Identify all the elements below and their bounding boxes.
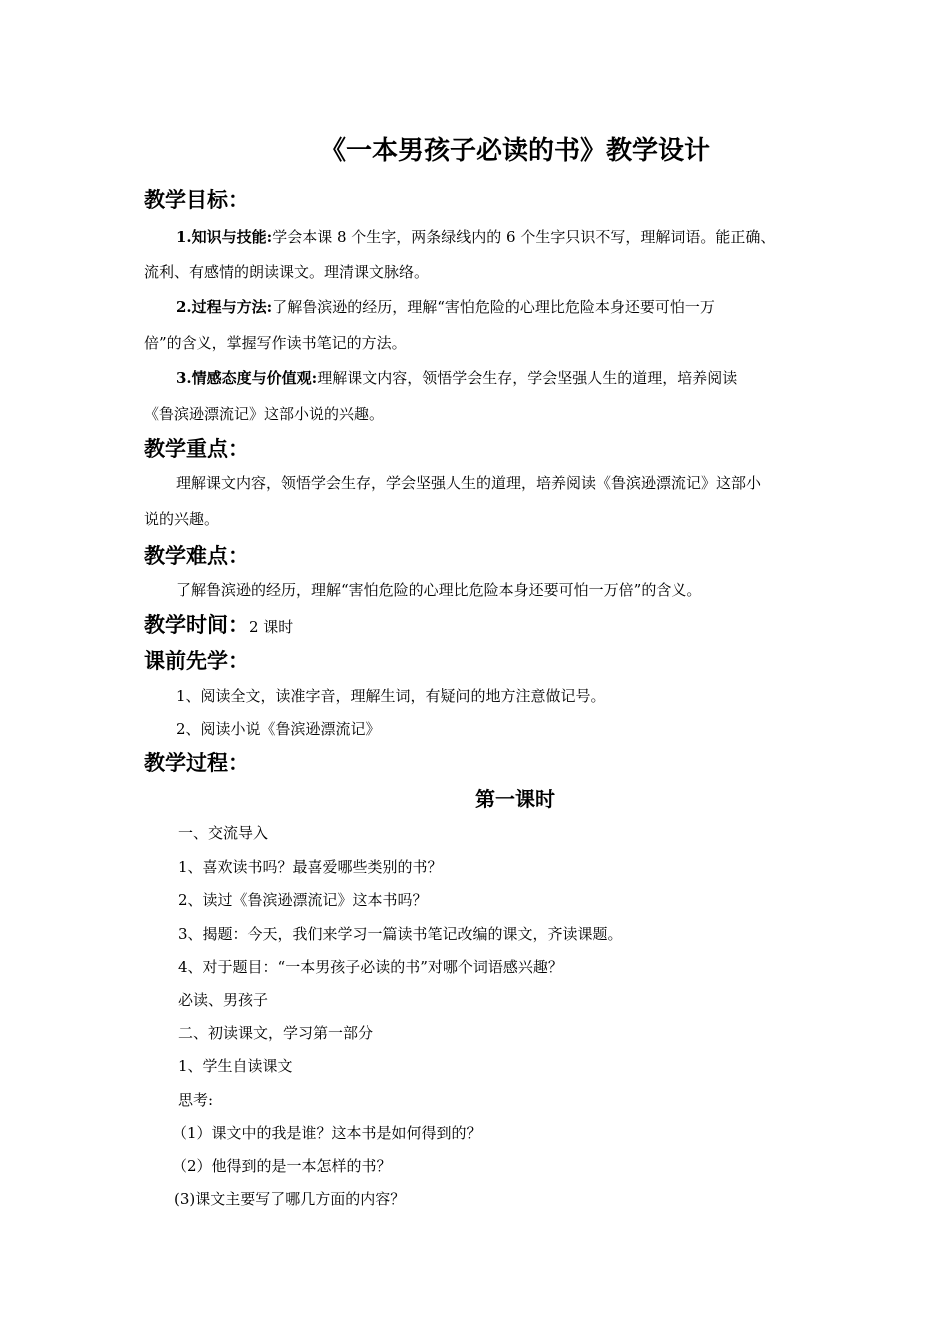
process-line: 1、喜欢读书吗？最喜爱哪些类别的书？ (178, 858, 443, 876)
process-line: 必读、男孩子 (178, 991, 269, 1009)
process-line: 1、学生自读课文 (178, 1057, 293, 1075)
goal-item-1 (176, 226, 775, 248)
process-line: 2、读过《鲁滨逊漂流记》这本书吗？ (178, 891, 428, 909)
difficulties-text: 了解鲁滨逊的经历，理解“害怕危险的心理比危险本身还要可怕一万倍”的含义。 (176, 581, 702, 599)
goal-item-3-label: 3.情感态度与价值观: (176, 369, 318, 387)
prestudy-heading: 课前先学： (144, 649, 249, 673)
process-line: (3)课文主要写了哪几方面的内容？ (174, 1190, 406, 1208)
key-points-text: 理解课文内容，领悟学会生存，学会坚强人生的道理，培养阅读《鲁滨逊漂流记》这部小 (176, 474, 762, 492)
process-line: （1）课文中的我是谁？这本书是如何得到的？ (172, 1124, 482, 1142)
process-line: 3、揭题：今天，我们来学习一篇读书笔记改编的课文，齐读课题。 (178, 925, 623, 943)
process-line: 4、对于题目：“一本男孩子必读的书”对哪个词语感兴趣？ (178, 958, 563, 976)
lesson-title: 第一课时 (475, 787, 555, 811)
prestudy-item: 2、阅读小说《鲁滨逊漂流记》 (176, 720, 381, 738)
goal-item-3-cont: 《鲁滨逊漂流记》这部小说的兴趣。 (144, 405, 385, 423)
goal-item-2-text-a: 了解鲁滨逊的经历，理解“害怕危险的心理比危险本身还要可怕一万 (272, 298, 715, 316)
goal-item-2-label: 2.过程与方法: (176, 298, 273, 316)
key-points-text-cont: 说的兴趣。 (144, 510, 220, 528)
key-points-heading: 教学重点： (144, 437, 249, 461)
difficulties-heading: 教学难点： (144, 544, 249, 568)
goal-item-1-label: 1.知识与技能: (176, 228, 273, 246)
goal-item-2-cont: 倍”的含义，掌握写作读书笔记的方法。 (144, 334, 407, 352)
goals-heading: 教学目标： (144, 188, 249, 212)
process-line: （2）他得到的是一本怎样的书？ (172, 1157, 392, 1175)
process-line: 一、交流导入 (178, 824, 269, 842)
process-line: 二、初读课文，学习第一部分 (178, 1024, 374, 1042)
time-heading-label: 教学时间： (144, 613, 249, 637)
goal-item-2 (176, 296, 715, 318)
goal-item-1-cont: 流利、有感情的朗读课文。理清课文脉络。 (144, 263, 430, 281)
goal-item-1-text-a: 学会本课 8 个生字，两条绿线内的 6 个生字只识不写，理解词语。能正确、 (272, 228, 776, 246)
prestudy-item: 1、阅读全文，读准字音，理解生词，有疑问的地方注意做记号。 (176, 687, 606, 705)
process-heading: 教学过程： (144, 751, 249, 775)
document-title: 《一本男孩子必读的书》教学设计 (319, 136, 710, 166)
goal-item-3-text-a: 理解课文内容，领悟学会生存，学会坚强人生的道理，培养阅读 (317, 369, 738, 387)
time-value: 2 课时 (249, 618, 294, 636)
goal-item-3 (176, 367, 737, 389)
time-heading (144, 611, 293, 641)
process-line: 思考: (178, 1091, 214, 1109)
